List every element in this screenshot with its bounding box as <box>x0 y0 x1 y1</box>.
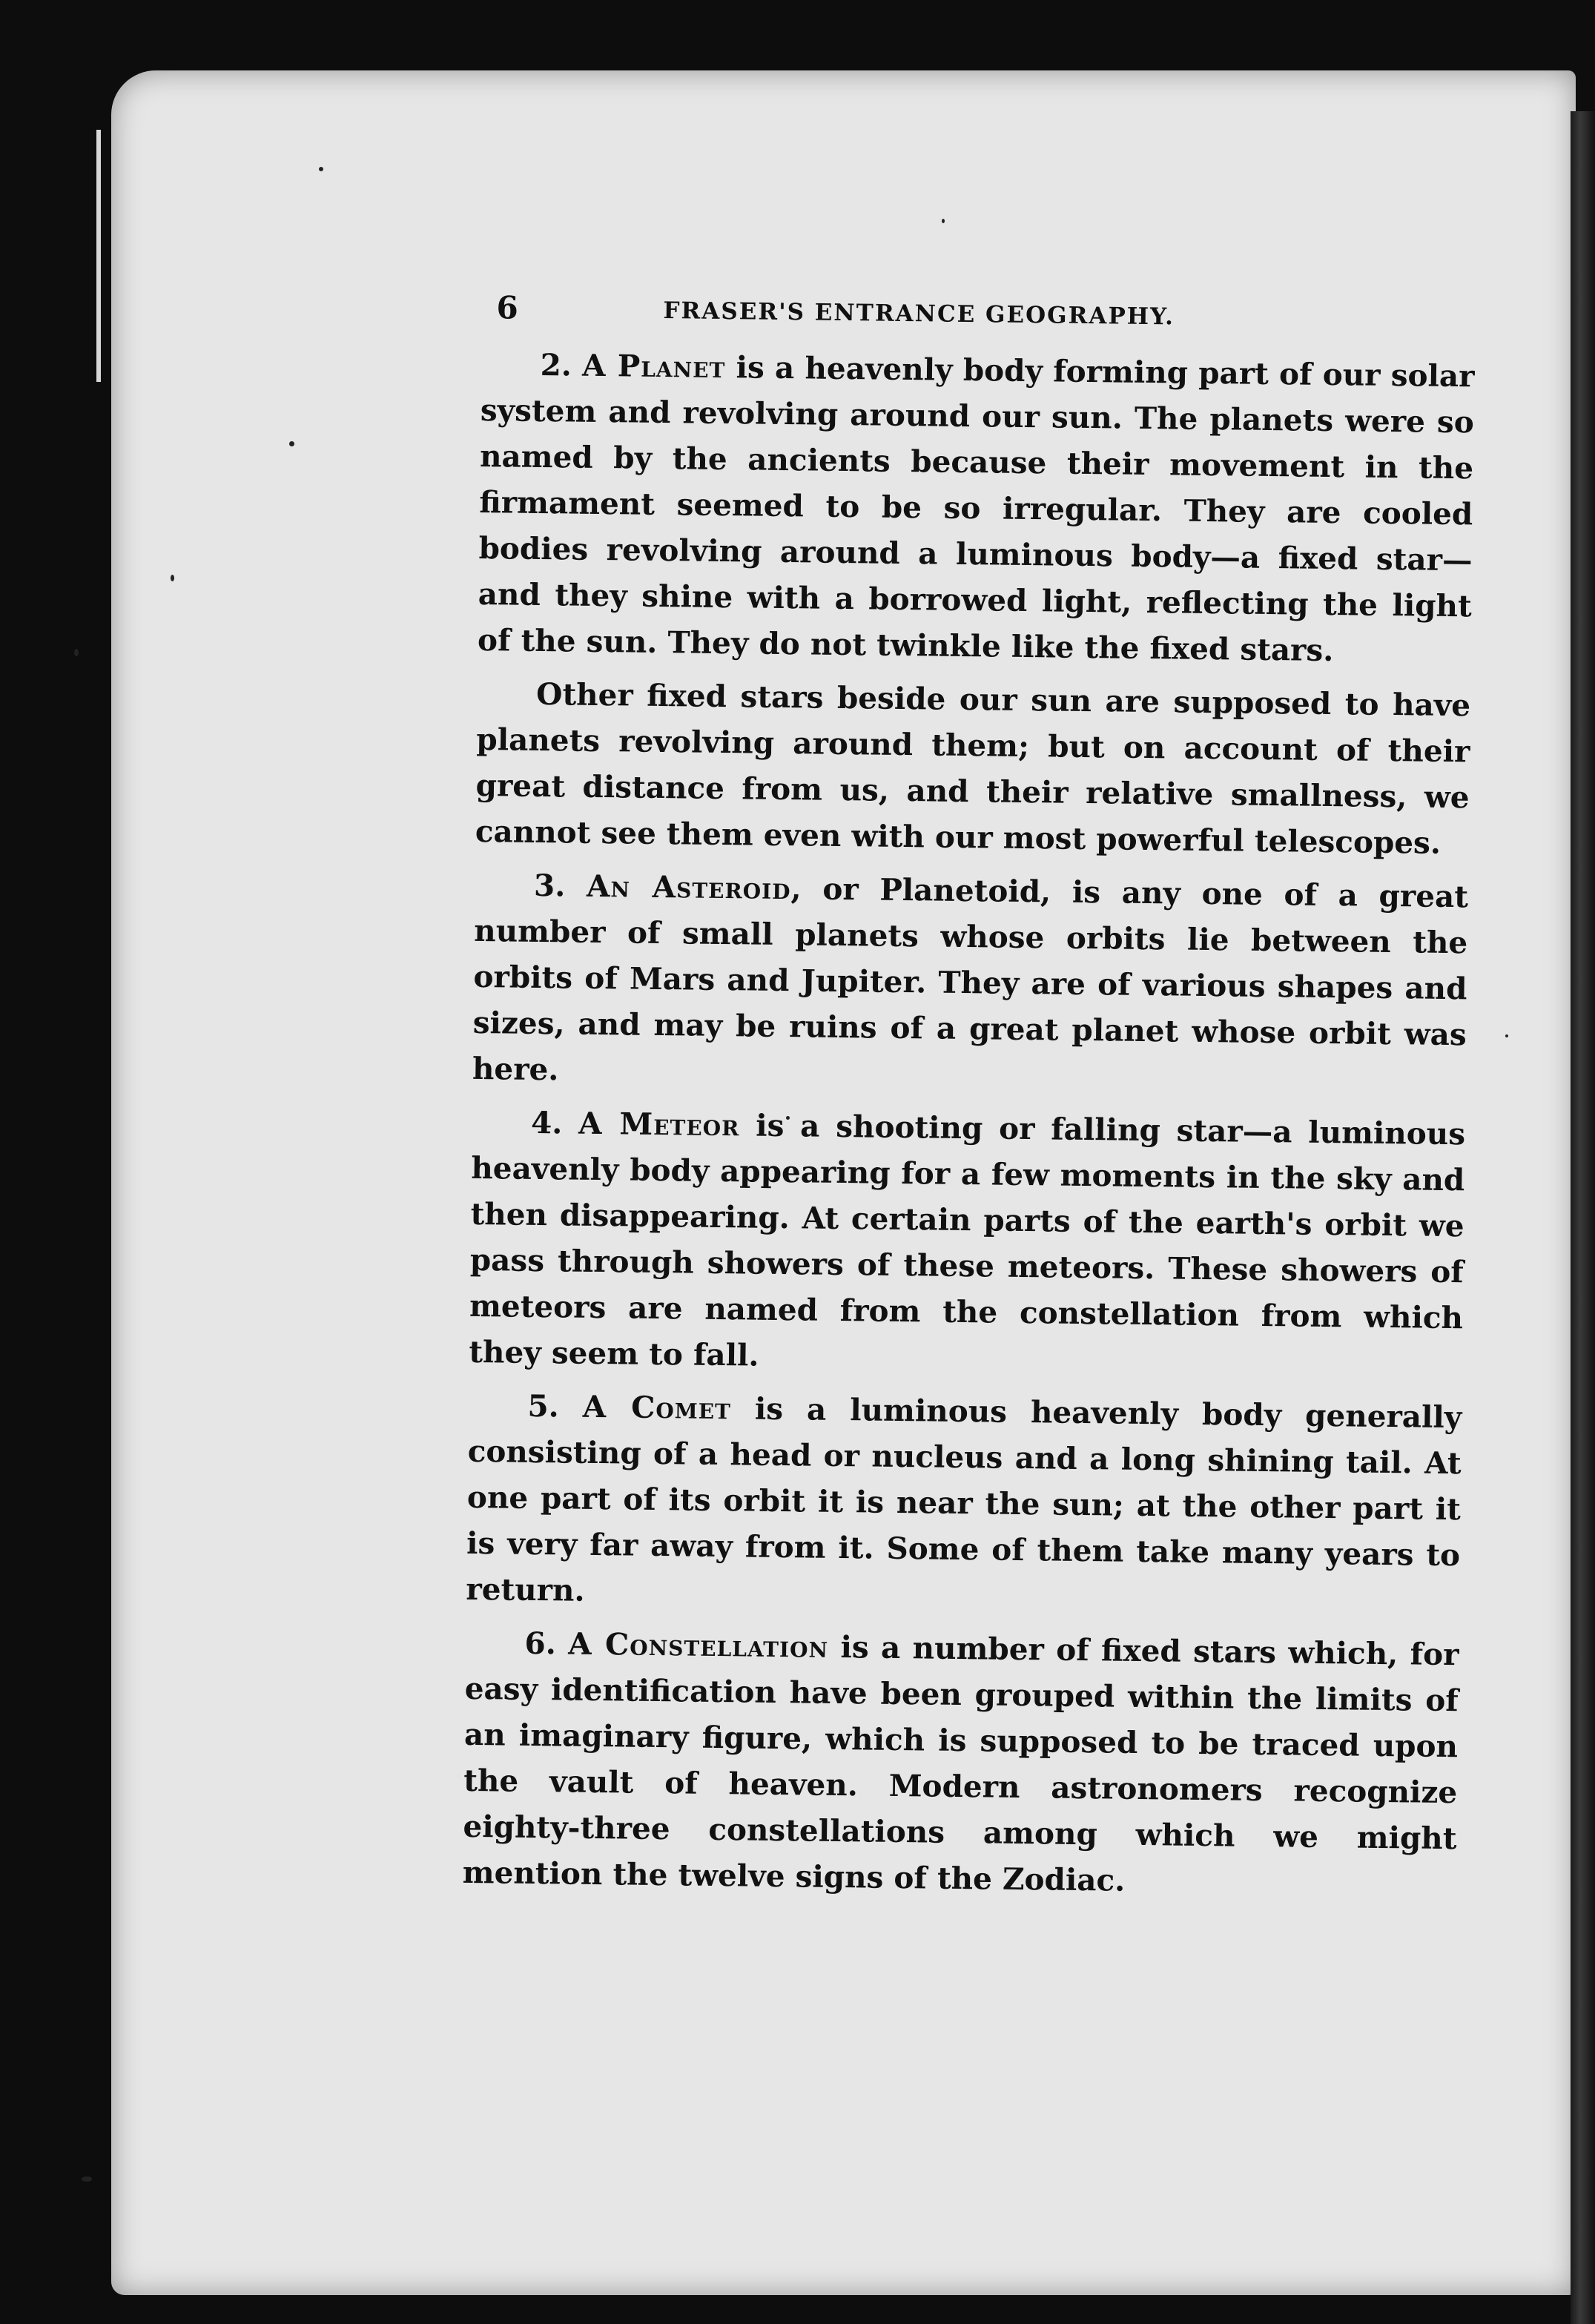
paragraph-asteroid <box>472 862 1469 1103</box>
body-text: is a heavenly body forming part of our solar system and revolving around our sun. The planets were so named by the ancients because their movement in the firmament seemed to be so irregular. They are cooled bodies revolving around a luminous body—a fixed star—and they shine with a borrowed light, reflecting the light of the sun. They do not twinkle like the fixed stars. <box>477 349 1475 669</box>
paragraph-meteor <box>469 1099 1465 1387</box>
item-number: 3. <box>533 867 566 904</box>
item-number: 6. <box>524 1625 557 1662</box>
body-text: is a shooting or falling star—a luminous heavenly body appearing for a few moments in the sky and then disappearing. At certain parts of the earth's orbit we pass through showers of these meteors. These showers of meteors are named from the constellation from which they seem to fall. <box>469 1107 1466 1373</box>
page-edge-highlight <box>96 130 101 382</box>
speck <box>942 219 945 223</box>
body-text: is a number of fixed stars which, for easy identification have been grouped within the limits of an imaginary figure, which is supposed to be traced upon the vault of heaven. Modern astronomers recognize eighty-three constellations among which we might mention the twelve signs of the Zodiac. <box>462 1628 1459 1898</box>
item-number: 5. <box>527 1387 560 1425</box>
paragraph-other-stars <box>475 670 1471 866</box>
speck <box>171 575 174 581</box>
speck <box>319 167 323 171</box>
speck <box>74 649 79 656</box>
speck <box>289 441 294 446</box>
speck <box>1505 1034 1508 1037</box>
running-title: FRASER'S ENTRANCE GEOGRAPHY. <box>663 297 1175 331</box>
term-planet: A Planet <box>581 347 726 386</box>
page-content <box>462 282 1476 1915</box>
body-text: Other fixed stars beside our sun are supposed to have planets revolving around them; but on account of their great distance from us, and their relative smallness, we cannot see them even with our most powerful telescopes. <box>475 676 1471 861</box>
speck <box>82 2176 92 2182</box>
paragraph-constellation <box>462 1620 1459 1907</box>
body-text: , or Planetoid, is any one of a great number of small planets whose orbits lie between the orbits of Mars and Jupiter. They are of various shapes and sizes, and may be ruins of a great planet whose orbit was here. <box>472 871 1469 1088</box>
page-header <box>481 282 1476 353</box>
term-comet: A Comet <box>582 1388 732 1427</box>
term-meteor: A Meteor <box>578 1105 740 1143</box>
book-edge-shadow <box>1571 111 1595 2324</box>
item-number: 2. <box>540 346 572 383</box>
item-number: 4. <box>530 1104 563 1141</box>
body-text: is a luminous heavenly body generally consisting of a head or nucleus and a long shining tail. At one part of its orbit it is near the sun; at the other part it is very far away from it. Some of them take many years to return. <box>466 1390 1462 1608</box>
paragraph-planet <box>478 341 1475 675</box>
page-number: 6 <box>496 289 519 326</box>
term-asteroid: An Asteroid <box>586 868 791 907</box>
term-constellation: A Constellation <box>567 1625 829 1665</box>
paragraph-comet <box>466 1382 1462 1624</box>
